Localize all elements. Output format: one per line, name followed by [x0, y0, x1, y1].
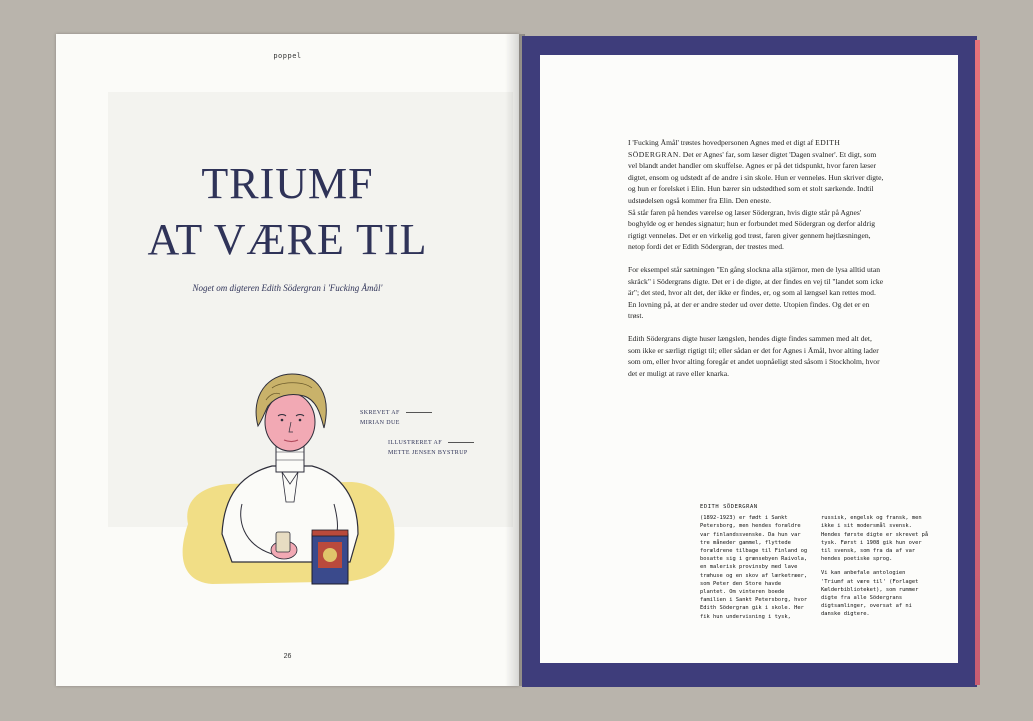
bio-columns	[700, 514, 930, 627]
credit-illustrated-name: METTE JENSEN BYSTRUP	[388, 450, 468, 456]
credit-written	[360, 410, 432, 426]
title-line-2: AT VÆRE TIL	[147, 215, 428, 264]
right-page	[540, 55, 958, 663]
page-number: 26	[283, 653, 292, 660]
bio-column-1: (1892-1923) er født i Sankt Petersborg, men hendes forældre var finlandssvenske. Da hun var tre måneder gammel, flyttede forældrene tilbage til Finland og bosatte sig i grænsebyen Raivola, en malerisk provinsby med lave træhuse og en skov af lærketræer, som Peter den Store havde plantet. Om vinteren boede familien i Sankt Petersborg, hvor Edith Södergran gik i skole. Her fik hun undervisning i tysk,	[700, 515, 808, 620]
paragraph-2: Så står faren på hendes værelse og læser Södergran, hvis digte står på Agnes' boghylde og er hendes signatur; hun er forbundet med Södergran og derfor aldrig rigtigt venneløs. Det er en virkelig god trøst, faren giver gennem højtlæsningen, netop fordi det er Edith Södergran, der trøstes med.	[628, 207, 876, 252]
page-title	[56, 156, 519, 268]
credit-rule	[406, 412, 432, 413]
left-page	[56, 34, 519, 686]
credit-written-role: SKREVET AF	[360, 410, 400, 416]
portrait-illustration	[172, 334, 402, 594]
bio-heading: EDITH SÖDERGRAN	[700, 504, 758, 510]
bio-column-2: russisk, engelsk og fransk, men ikke i sit modersmål svensk. Hendes første digte er skrevet på tysk. Først i 1908 gik hun over til svensk, som fra da af var hendes poetiske sprog. Vi kan anbefale antologien 'Triumf at være til' (Forlaget Kælderbiblioteket), som rummer digte fra alle Södergrans digtsamlinger, oversat af ni danske digtere.	[821, 515, 929, 618]
glass-shape	[276, 532, 290, 552]
subtitle: Noget om digteren Edith Södergran i 'Fucking Åmål'	[192, 283, 383, 293]
right-pink-edge	[975, 40, 980, 685]
poet-name: EDITH SÖDERGRAN	[628, 138, 841, 159]
paragraph-3: For eksempel står sætningen "En gång slockna alla stjärnor, men de lysa alltid utan skräck" i Södergrans digte. Det er i de digte, at der findes en vej til "landet som icke är"; det sted, hvor alt det, der ikke er findes, er, og som al længsel kan rettes mod. En lovning på, at der er andre steder ud over dette. Utopien findes. Og det er en trøst.	[628, 264, 884, 321]
title-line-1: TRIUMF	[201, 159, 374, 208]
paragraph-4: Edith Södergrans digte huser længslen, hendes digte findes sammen med alt det, som ikke er særligt rigtigt til; eller sådan er det for Agnes i Åmål, hvor alting lader som om, eller hvor alting foregår et andet uopnåeligt sted såsom i Stockholm, hvor det er muligt at rave eller knarka.	[628, 333, 880, 378]
credit-illustrated-role: ILLUSTRERET AF	[388, 440, 442, 446]
article-body	[628, 137, 884, 390]
paragraph-1: I 'Fucking Åmål' trøstes hovedpersonen Agnes med et digt af EDITH SÖDERGRAN. Det er Agnes' far, som læser digtet 'Dagen svalner'. Et digt, som vel blandt andet handler om skuffelse. Agnes er på det tidspunkt, hvor faren læser digtet, ensom og udstødt af de andre i sin skole. Hun er venneløs. Hun skriver digte, og hun er forelsket i Elin. Hun bærer sin udstødthed som et stolt særkende. Indtil udstødelsen også kommer fra Elin. Den eneste. Så står faren på hendes værelse og læser Södergran, hvis digte står på Agnes' boghylde og er hendes signatur; hun er forbundet med Södergran og derfor aldrig rigtigt venneløs. Det er en virkelig god trøst, faren giver gennem højtlæsningen, netop fordi det er Edith Södergran, der trøstes med.	[628, 138, 884, 252]
running-head: poppel	[273, 52, 302, 60]
bio-box	[700, 503, 930, 627]
credit-illustrated	[388, 440, 474, 456]
credit-written-name: MIRIAN DUE	[360, 420, 400, 426]
credit-rule	[448, 442, 474, 443]
